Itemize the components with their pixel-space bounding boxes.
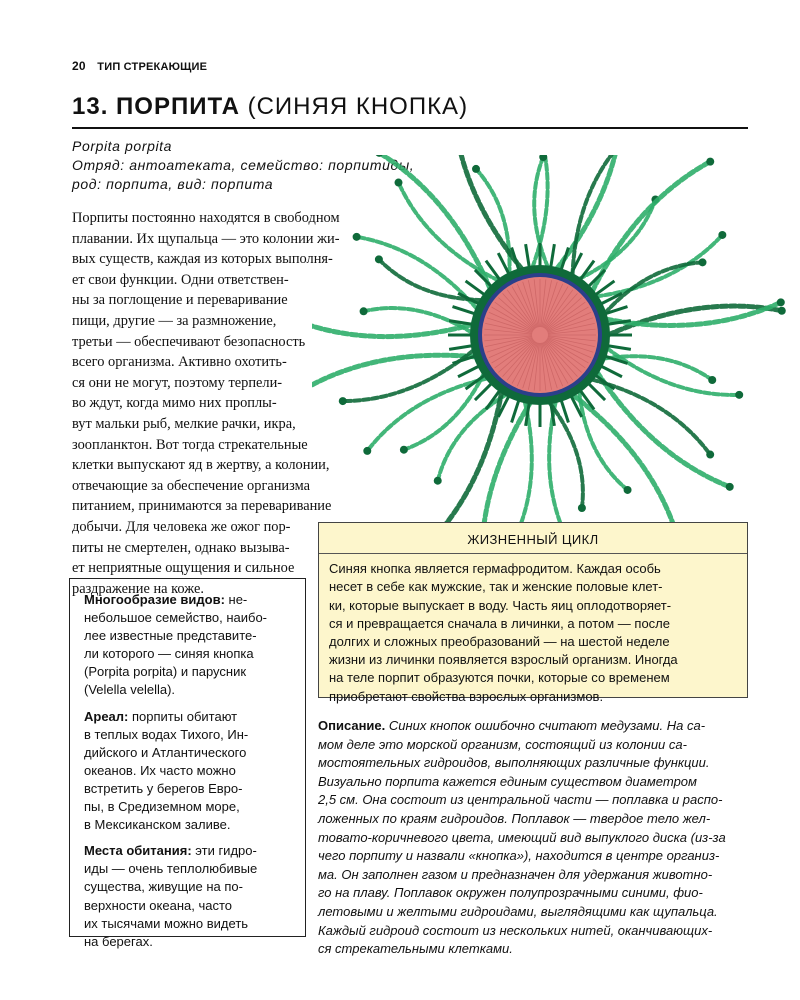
tentacle-tip	[360, 307, 368, 315]
text-line: добычи. Для человека же ожог пор-	[72, 518, 291, 535]
life-cycle-line: Синяя кнопка является гермафродитом. Каждая особь	[329, 561, 661, 577]
tentacle-tip	[353, 233, 361, 241]
tentacle-tip	[339, 397, 347, 405]
tentacle	[513, 401, 531, 530]
porpita-illustration	[312, 155, 792, 530]
running-header	[72, 59, 207, 73]
text-line: вых существ, каждая из которых выполня-	[72, 251, 333, 268]
life-cycle-line: на теле порпит образуются почки, которые со временем	[329, 670, 670, 686]
life-cycle-line: ки, которые выпускает в воду. Часть яиц оплодотворяет-	[329, 597, 672, 613]
range-paragraph: Ареал: порпиты обитают в теплых водах Тихого, Ин- дийского и Атлантического океанов. Их часто можно встретить у берегов Евро- пы, в Средиземном море, в Мексиканском заливе.	[84, 708, 249, 833]
text-line: питы не смертелен, однако вызыва-	[72, 539, 290, 556]
hydroid-stub	[601, 366, 622, 377]
text-line: ны за поглощение и переваривание	[72, 292, 288, 309]
tentacle	[573, 395, 678, 530]
text-line: отвечающие за обеспечение организма	[72, 477, 311, 494]
life-cycle-line: ся и превращается сначала в личинки, а потом — после	[329, 615, 670, 631]
tentacle	[312, 355, 476, 390]
diversity-label: Многообразие видов:	[84, 592, 225, 607]
tentacle-tip	[434, 477, 442, 485]
range-label: Ареал:	[84, 708, 129, 724]
description-line: товато-коричневого цвета, имеющий вид выпуклого диска (из-за	[318, 829, 726, 845]
tentacle-tip	[735, 391, 743, 399]
tentacle-tip	[708, 376, 716, 384]
title-common-name: (СИНЯЯ КНОПКА)	[247, 93, 469, 120]
tentacle	[399, 183, 499, 281]
text-line: раздражение на коже.	[72, 580, 204, 597]
hydroid-stub	[526, 244, 530, 268]
tentacle-tip	[777, 298, 785, 306]
tentacle-tip	[363, 447, 371, 455]
page-title	[72, 93, 752, 121]
text-line: во ждут, когда мимо них проплы-	[72, 395, 277, 412]
tentacle-tip	[395, 179, 403, 187]
diversity-paragraph: Многообразие видов: не- небольшое семейство, наибо- лее известные представите- ли которого — синяя кнопка (Porpita porpita) и парусник (Velella velella).	[84, 592, 268, 698]
text-line: вут мальки рыб, мелкие рачки, икра,	[72, 415, 296, 432]
text-line: Порпиты постоянно находятся в свободном	[72, 210, 340, 226]
species-info-box	[69, 578, 306, 949]
tentacle-tip	[624, 486, 632, 494]
life-cycle-line: долгих и сложных преобразований — на шестой неделе	[329, 634, 670, 650]
hydroid-stub	[453, 307, 476, 314]
text-line: питанием, принимаются за переваривание	[72, 498, 332, 515]
text-line: ет неприятные ощущения и сильное	[72, 560, 295, 577]
text-line: ет свои функции. Одни ответствен-	[72, 271, 289, 288]
description-line: летовыми и желтыми гидроидами, выглядящими как щупальца.	[318, 903, 718, 919]
hydroid-stub	[449, 346, 473, 350]
text-line: клетки выпускают яд в жертву, а колонии,	[72, 457, 330, 474]
description-line: Каждый гидроид состоит из нескольких нитей, оканчивающих-	[318, 922, 713, 938]
description-line: мом деле это морской организм, состоящий из колонии са-	[318, 736, 687, 752]
description-line: Визуально порпита кажется единым существом диаметром	[318, 773, 697, 789]
tentacle-tip	[706, 451, 714, 459]
hydroid-stub	[551, 244, 555, 268]
latin-name: Porpita porpita	[72, 138, 173, 154]
hydroid-stub	[588, 383, 605, 400]
tentacle-tip	[375, 255, 383, 263]
tentacle	[424, 391, 502, 530]
description-line: ся стрекательными клетками.	[318, 941, 513, 957]
tentacle-tip	[698, 258, 706, 266]
life-cycle-line: приобретают свойства взрослых организмов.	[329, 688, 604, 704]
description-line: 2,5 см. Она состоит из центральной части — поплавка и распо-	[318, 792, 723, 808]
life-cycle-line: несет в себе как мужские, так и женские половые клет-	[329, 579, 663, 595]
description-line: мостоятельных гидроидов, выполняющих различные функции.	[318, 755, 710, 771]
description-label: Описание.	[318, 718, 386, 733]
description-line: чего порпиту и назвали «кнопка»), находится в центре организ-	[318, 848, 720, 864]
life-cycle-line: жизни из личинки появляется взрослый организм. Иногда	[329, 652, 678, 668]
text-line: всего организма. Активно охотить-	[72, 354, 287, 371]
tentacle-tip	[472, 165, 480, 173]
section-title: ТИП СТРЕКАЮЩИЕ	[97, 61, 208, 73]
text-line: плавании. Их щупальца — это колонии жи-	[72, 230, 340, 247]
hydroid-stub	[458, 366, 479, 377]
tentacle-tip	[578, 504, 586, 512]
description-line: ложенных по краям гидроидов. Поплавок — твердое тело жел-	[318, 810, 711, 826]
tentacle-tip	[726, 483, 734, 491]
tentacle	[549, 401, 568, 530]
text-line: зоопланктон. Вот тогда стрекательные	[72, 436, 308, 453]
tentacle	[605, 262, 703, 313]
tentacle-tip	[400, 446, 408, 454]
tentacle-tip	[706, 158, 714, 166]
title-divider	[72, 127, 748, 129]
tentacle-tip	[718, 231, 726, 239]
description-line: ма. Он заполнен газом и предназначен для удержания животно-	[318, 866, 713, 882]
tentacle	[476, 169, 510, 274]
hydroid-stub	[466, 281, 485, 295]
taxonomy-line: род: порпита, вид: порпита	[72, 176, 274, 192]
description-section: Описание. Синих кнопок ошибочно считают медузами. На са- мом деле это морской организм, состоящий из колонии са- мостоятельных гидроидов, выполняющих различные функции. Визуально порпита кажется единым существом диаметром 2,5 см. Она состоит из центральной части — поплавка и распо- ложенных по краям гидроидов. Поплавок — твердое тело жел- товато-коричневого цвета, имеющий вид выпуклого диска (из-за чего порпиту и назвали «кнопка»), находится в центре организ- ма. Он заполнен газом и предназначен для удержания животно- го на плаву. Поплавок окружен полупрозрачными синими, фио- летовыми и желтыми гидроидами, выглядящими как щупальца. Каждый гидроид состоит из нескольких нитей, оканчивающих- ся стрекательными клетками.	[318, 717, 750, 959]
page-number: 20	[72, 59, 86, 73]
habitat-paragraph: Места обитания: эти гидро- иды — очень теплолюбивые существа, живущие на по- верхности океана, часто их тысячами можно видеть на берегах.	[84, 843, 258, 949]
tentacle-tip	[778, 307, 786, 315]
habitat-label: Места обитания:	[84, 843, 192, 859]
title-main: 13. ПОРПИТА	[72, 93, 240, 120]
text-line: пищи, другие — за размножение,	[72, 312, 277, 329]
text-line: ся они не могут, поэтому терпели-	[72, 374, 283, 391]
life-cycle-divider	[319, 553, 747, 554]
description-line: го на плаву. Поплавок окружен полупрозрачными синими, фио-	[318, 885, 703, 901]
tentacle	[592, 162, 710, 292]
text-line: третьи — обеспечивают безопасность	[72, 333, 306, 350]
taxonomy-line: Отряд: антоатеката, семейство: порпитиды,	[72, 157, 415, 173]
life-cycle-box	[318, 522, 748, 704]
life-cycle-title: ЖИЗНЕННЫЙ ЦИКЛ	[467, 532, 599, 547]
